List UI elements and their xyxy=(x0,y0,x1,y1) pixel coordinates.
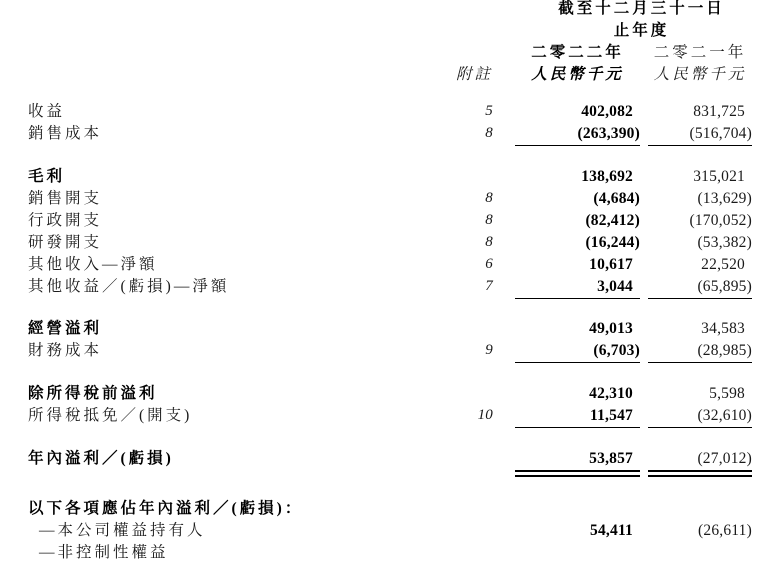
table-row xyxy=(28,542,752,564)
section-spacer xyxy=(28,430,752,448)
row-label: 財務成本 xyxy=(28,342,103,359)
note-reference xyxy=(433,542,493,564)
table-row xyxy=(28,210,752,232)
section-spacer xyxy=(28,365,752,383)
value-2022: 402,082 xyxy=(581,103,633,120)
value-2021: 22,520 xyxy=(701,256,745,273)
value-2021: (26,611) xyxy=(698,522,752,539)
value-2021: (32,610) xyxy=(697,407,752,424)
value-2022: 42,310 xyxy=(589,385,633,402)
row-label: 其他收入—淨額 xyxy=(28,256,158,273)
value-2021: (170,052) xyxy=(689,212,752,229)
table-row xyxy=(28,232,752,254)
note-reference: 10 xyxy=(477,407,493,423)
note-reference: 9 xyxy=(485,342,493,358)
table-row xyxy=(28,340,752,362)
value-2022: (4,684) xyxy=(593,190,640,207)
row-label: 研發開支 xyxy=(28,234,103,251)
value-2021: 831,725 xyxy=(693,103,745,120)
note-reference: 6 xyxy=(485,256,493,272)
subtotal-rule xyxy=(28,427,752,430)
row-label: 除所得稅前溢利 xyxy=(28,385,158,402)
double-total-rule xyxy=(28,470,752,477)
value-2021: (27,012) xyxy=(697,450,752,467)
value-2022: 53,857 xyxy=(589,450,633,467)
table-row xyxy=(28,520,752,542)
period-heading-row1 xyxy=(28,0,752,20)
row-label: 毛利 xyxy=(28,168,66,185)
value-2022: (16,244) xyxy=(585,234,640,251)
year-2022-header: 二零二二年 xyxy=(531,44,624,61)
value-2022: 11,547 xyxy=(590,407,633,424)
section-spacer xyxy=(28,301,752,318)
note-reference xyxy=(433,520,493,542)
row-label: 經營溢利 xyxy=(28,320,103,337)
table-row xyxy=(28,448,752,470)
value-2022: 10,617 xyxy=(589,256,633,273)
value-2022: 49,013 xyxy=(589,320,633,337)
note-reference: 8 xyxy=(485,125,493,141)
unit-2022-header: 人民幣千元 xyxy=(531,66,624,83)
table-row xyxy=(28,405,752,427)
value-2022: (6,703) xyxy=(593,342,640,359)
value-2021 xyxy=(648,542,752,564)
section-spacer xyxy=(28,477,752,498)
subtotal-rule xyxy=(28,298,752,301)
value-2022 xyxy=(515,542,640,564)
value-2021: 315,021 xyxy=(693,168,745,185)
note-reference xyxy=(433,166,493,188)
table-row xyxy=(28,166,752,188)
table-row xyxy=(28,123,752,145)
row-label: 銷售開支 xyxy=(28,190,103,207)
note-reference: 7 xyxy=(485,278,493,294)
value-2022: 3,044 xyxy=(597,278,633,295)
value-2021: (28,985) xyxy=(697,342,752,359)
unit-2021-header: 人民幣千元 xyxy=(653,66,747,83)
value-2021: (53,382) xyxy=(697,234,752,251)
value-2022 xyxy=(515,498,640,520)
period-heading-row2 xyxy=(28,20,752,42)
unit-header-row xyxy=(28,64,752,86)
row-label: 以下各項應佔年內溢利／(虧損)： xyxy=(28,500,304,517)
statement-rows xyxy=(28,101,752,564)
table-row xyxy=(28,318,752,340)
value-2022: 54,411 xyxy=(590,522,633,539)
row-label: 年內溢利／(虧損) xyxy=(28,450,174,467)
section-spacer xyxy=(28,148,752,166)
note-reference xyxy=(433,498,493,520)
subtotal-rule xyxy=(28,145,752,148)
note-reference xyxy=(433,383,493,405)
row-label: 所得稅抵免／(開支) xyxy=(28,407,193,424)
period-heading-line2: 止年度 xyxy=(613,22,670,39)
table-row xyxy=(28,383,752,405)
note-reference: 8 xyxy=(485,212,493,228)
row-label: —非控制性權益 xyxy=(39,544,169,561)
note-reference: 8 xyxy=(485,234,493,250)
note-reference: 8 xyxy=(485,190,493,206)
header-gap xyxy=(28,86,752,101)
row-label: —本公司權益持有人 xyxy=(39,522,206,539)
value-2021 xyxy=(648,498,752,520)
subtotal-rule xyxy=(28,362,752,365)
period-heading-line1: 截至十二月三十一日 xyxy=(558,0,725,17)
table-row xyxy=(28,276,752,298)
value-2022: (263,390) xyxy=(577,125,640,142)
row-label: 其他收益／(虧損)—淨額 xyxy=(28,278,230,295)
row-label: 收益 xyxy=(28,103,66,120)
table-row xyxy=(28,254,752,276)
value-2021: (13,629) xyxy=(697,190,752,207)
value-2022: (82,412) xyxy=(585,212,640,229)
value-2021: (516,704) xyxy=(689,125,752,142)
row-label: 銷售成本 xyxy=(28,125,103,142)
note-column-header: 附註 xyxy=(455,66,493,83)
value-2021: (65,895) xyxy=(697,278,752,295)
note-reference: 5 xyxy=(485,103,493,119)
value-2022: 138,692 xyxy=(581,168,633,185)
value-2021: 5,598 xyxy=(709,385,745,402)
table-row xyxy=(28,188,752,210)
year-header-row xyxy=(28,42,752,64)
table-row xyxy=(28,101,752,123)
table-row xyxy=(28,498,752,520)
note-reference xyxy=(433,448,493,470)
row-label: 行政開支 xyxy=(28,212,103,229)
year-2021-header: 二零二一年 xyxy=(653,44,747,61)
table-header xyxy=(28,0,752,101)
note-reference xyxy=(433,318,493,340)
value-2021: 34,583 xyxy=(701,320,745,337)
